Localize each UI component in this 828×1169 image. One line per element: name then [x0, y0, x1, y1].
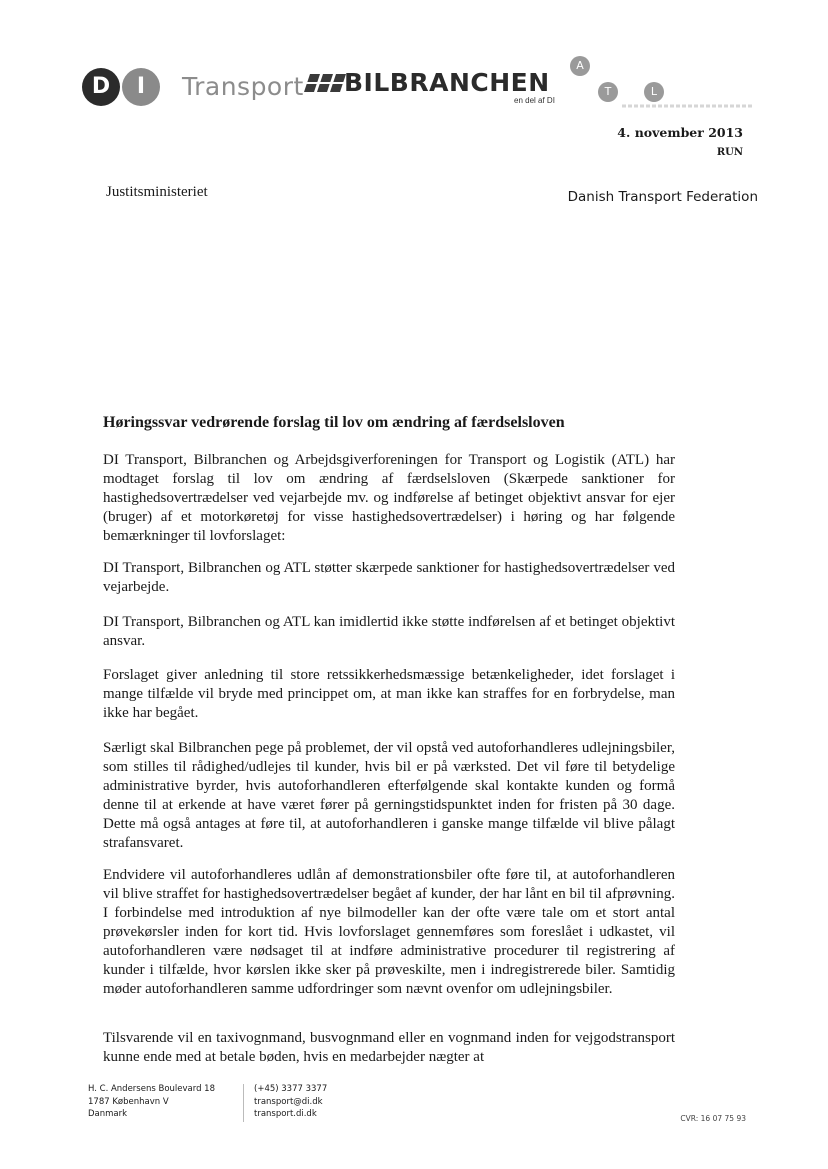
footer-cvr: CVR: 16 07 75 93: [680, 1114, 746, 1123]
author-initials: RUN: [716, 147, 743, 158]
body-paragraph: DI Transport, Bilbranchen og ATL støtter skærpede sanktioner for hastighedsovertrædelser ved vejarbejde.: [103, 560, 675, 595]
footer-address-line: 1787 København V: [88, 1096, 169, 1107]
letter-date: 4. november 2013: [617, 125, 743, 140]
body-paragraph: DI Transport, Bilbranchen og ATL kan imidlertid ikke støtte indførelsen af et betinget objektivt ansvar.: [103, 614, 675, 649]
body-paragraph: Endvidere vil autoforhandleres udlån af demonstrationsbiler ofte føre til, at autoforhandleren vil blive straffet for hastighedsovertrædelser begået af kunder, der har lånt en bil til afprøvning. I forbindelse med introduktion af nye bilmodeller kan der ofte være tale om et stort antal prøvekørsler inden for kort tid. Hvis lovforslaget gennemføres som foreslået i udkastet, vil autoforhandleren være nødsaget til at indføre administrative procedurer til registrering af kunder i tilfælde, hvor kørslen ikke sker på prøveskilte, men i indregistrerede biler. Samtidig møder autoforhandleren samme udfordringer som nævnt ovenfor om udlejningsbiler.: [103, 867, 675, 997]
body-paragraph: Tilsvarende vil en taxivognmand, busvognmand eller en vognmand inden for vejgodstransport kunne ende med at betale bøden, hvis en medarbejder nægter at: [103, 1030, 675, 1065]
letterhead-logos: [82, 59, 682, 112]
sender-organisation: Danish Transport Federation: [567, 189, 758, 205]
atl-logo-a: A: [570, 56, 590, 76]
footer-phone: (+45) 3377 3377: [254, 1084, 328, 1094]
body-paragraph: Forslaget giver anledning til store retssikkerhedsmæssige betænkeligheder, idet forslaget i mange tilfælde vil bryde med princippet om, at man ikke kan straffes for en forbrydelse, man ikke har begået.: [103, 667, 675, 721]
atl-logo-t: T: [598, 82, 618, 102]
bilbranchen-subtitle: en del af DI: [514, 96, 555, 105]
footer-address-line: H. C. Andersens Boulevard 18: [88, 1084, 215, 1094]
bilbranchen-logo-text: BILBRANCHEN: [344, 68, 550, 97]
footer-address: [88, 1083, 215, 1121]
transport-logo-text: Transport: [182, 72, 304, 101]
footer-contact: [254, 1083, 327, 1121]
body-paragraph: DI Transport, Bilbranchen og Arbejdsgiverforeningen for Transport og Logistik (ATL) har modtaget forslag til lov om ændring af færdselsloven (Skærpede sanktioner for hastighedsovertrædelser ved vejarbejde mv. og indførelse af betinget objektivt ansvar for ejer (bruger) af et motorkøretøj for visse hastighedsovertrædelser) i høring og har følgende bemærkninger til lovforslaget:: [103, 452, 675, 544]
footer-divider: [243, 1084, 244, 1122]
body-paragraph: Særligt skal Bilbranchen pege på problemet, der vil opstå ved autoforhandleres udlejningsbiler, som stilles til rådighed/udlejes til kunder, hvis bil er på værksted. Det vil føre til betydelige administrative byrder, hvis autoforhandleren efterfølgende skal kontakte kunden og formå denne til at erkende at have været fører på gerningstidspunktet inden for fristen på 30 dage. Dette må også antages at føre til, at autoforhandleren i ganske mange tilfælde vil blive pålagt strafansvaret.: [103, 740, 675, 851]
atl-logo-l: L: [644, 82, 664, 102]
bilbranchen-mark-icon: [304, 72, 348, 94]
atl-tagline-faint-icon: [622, 102, 752, 110]
di-logo-i: I: [122, 68, 160, 106]
footer-website: transport.di.dk: [254, 1109, 317, 1119]
footer-email: transport@di.dk: [254, 1096, 323, 1107]
letter-heading: Høringssvar vedrørende forslag til lov om ændring af færdselsloven: [103, 414, 565, 431]
footer-address-line: Danmark: [88, 1109, 128, 1119]
di-logo-d: D: [82, 68, 120, 106]
recipient: Justitsministeriet: [106, 184, 208, 200]
